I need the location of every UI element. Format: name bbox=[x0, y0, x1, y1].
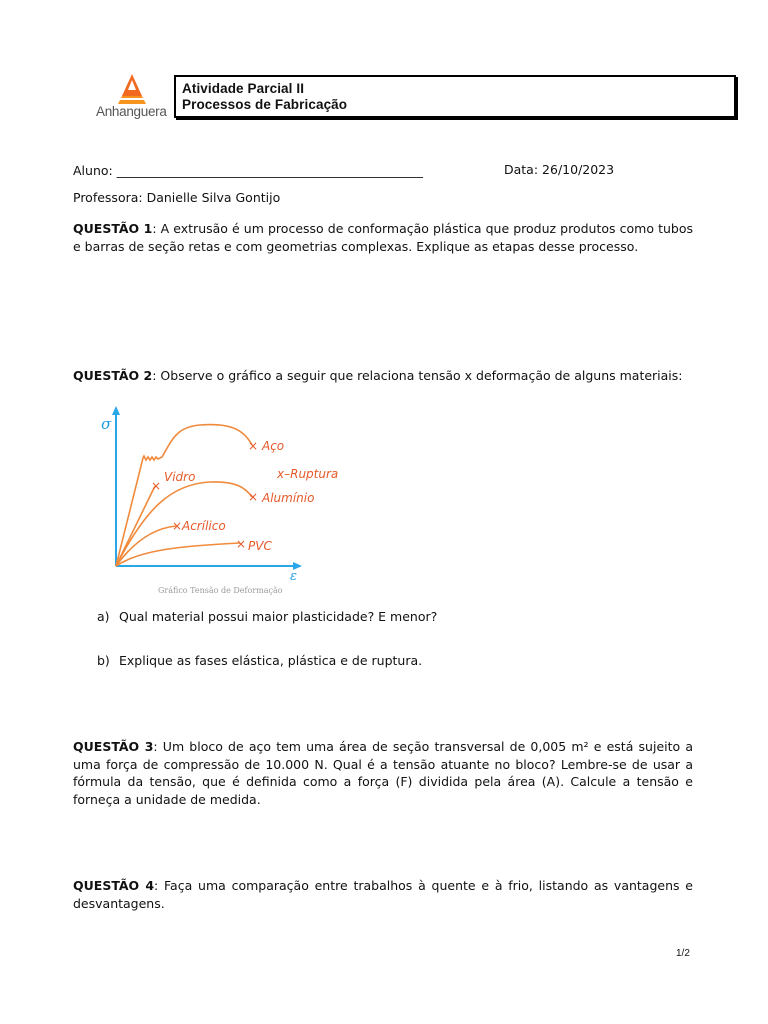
question-2 bbox=[73, 367, 693, 385]
question-2b-label: b) bbox=[97, 653, 110, 668]
question-2b bbox=[97, 653, 422, 668]
professor-label: Professora: bbox=[73, 190, 143, 205]
label-aco: Aço bbox=[262, 439, 285, 453]
date-value: 26/10/2023 bbox=[542, 162, 615, 177]
question-2b-text: Explique as fases elástica, plástica e de ruptura. bbox=[119, 653, 423, 668]
rupture-mark-aco: × bbox=[248, 439, 259, 453]
professor-name: Danielle Silva Gontijo bbox=[146, 190, 281, 205]
professor-line bbox=[73, 189, 693, 207]
rupture-mark-pvc: × bbox=[236, 537, 247, 551]
x-axis-label: ε bbox=[290, 569, 297, 584]
question-4-text: : Faça uma comparação entre trabalhos à quente e à frio, listando as vantagens e desvantagens. bbox=[73, 878, 693, 911]
y-axis-arrow bbox=[112, 406, 120, 415]
rupture-mark-acrilico: × bbox=[172, 519, 183, 533]
stress-strain-chart bbox=[100, 400, 350, 600]
label-ruptura: x–Ruptura bbox=[277, 467, 339, 481]
curve-pvc bbox=[116, 543, 240, 566]
title-box bbox=[174, 75, 736, 118]
chart-caption: Gráfico Tensão de Deformação bbox=[158, 586, 283, 595]
question-3-text: : Um bloco de aço tem uma área de seção transversal de 0,005 m² e está sujeito a uma força de compressão de 10.000 N. Qual é a tensão atuante no bloco? Lembre-se de usar a fórmula da tensão, que é definida como a força (F) dividida pela área (A). Calcule a tensão e forneça a unidade de medida. bbox=[73, 739, 693, 807]
label-aluminio: Alumínio bbox=[262, 491, 315, 505]
question-3-label: QUESTÃO 3 bbox=[73, 739, 154, 754]
activity-title: Atividade Parcial II bbox=[182, 81, 305, 96]
question-2a-text: Qual material possui maior plasticidade? E menor? bbox=[119, 609, 438, 624]
question-1-text: : A extrusão é um processo de conformação plástica que produz produtos como tubos e barras de seção retas e com geometrias complexas. Explique as etapas desse processo. bbox=[73, 221, 693, 254]
rupture-mark-vidro: × bbox=[151, 479, 162, 493]
date-field bbox=[504, 162, 614, 177]
aluno-label: Aluno: bbox=[73, 163, 113, 178]
label-vidro: Vidro bbox=[164, 470, 196, 484]
question-1-label: QUESTÃO 1 bbox=[73, 221, 153, 236]
question-2a bbox=[97, 609, 437, 624]
curve-aco bbox=[116, 425, 252, 566]
question-3 bbox=[73, 738, 693, 808]
page-number: 1/2 bbox=[676, 948, 690, 959]
question-4 bbox=[73, 877, 693, 912]
y-axis-label: σ bbox=[101, 415, 112, 433]
aluno-blank: _________________________________________________ bbox=[116, 163, 423, 178]
label-pvc: PVC bbox=[248, 539, 272, 553]
question-2-label: QUESTÃO 2 bbox=[73, 368, 153, 383]
question-2-text: : Observe o gráfico a seguir que relaciona tensão x deformação de alguns materiais: bbox=[152, 368, 683, 383]
question-1 bbox=[73, 220, 693, 255]
question-2a-label: a) bbox=[97, 609, 110, 624]
logo-wordmark: Anhanguera bbox=[96, 104, 167, 119]
course-title: Processos de Fabricação bbox=[182, 97, 348, 112]
question-4-label: QUESTÃO 4 bbox=[73, 878, 155, 893]
label-acrilico: Acrílico bbox=[182, 519, 226, 533]
date-label: Data: bbox=[504, 162, 539, 177]
rupture-mark-aluminio: × bbox=[248, 490, 259, 504]
